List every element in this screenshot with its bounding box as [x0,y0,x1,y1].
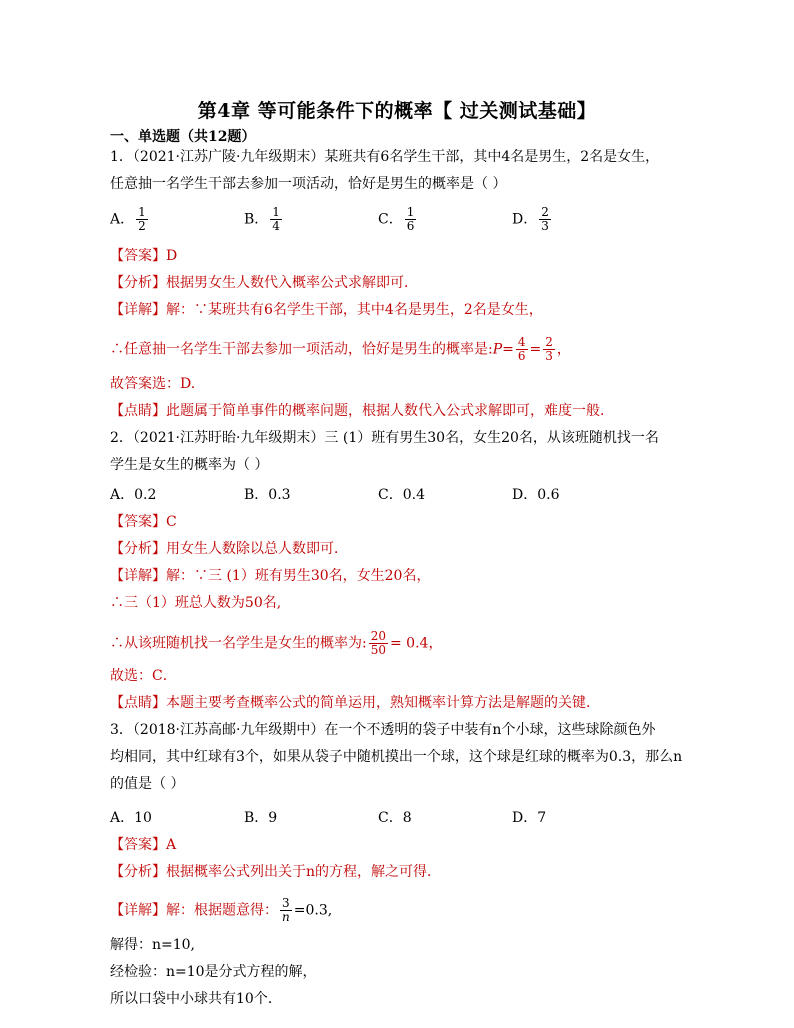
q2-option-c: C．0.4 [378,487,425,503]
q3-stem-line1: 3．（2018·江苏高邮·九年级期中）在一个不透明的袋子中装有n个小球，这些球除颜色外 [110,722,656,738]
q1-stem-line1: 1．（2021·江苏广陵·九年级期末）某班共有6名学生干部，其中4名是男生，2名是女生， [110,149,660,165]
q3-stem-line3: 的值是（ ） [110,776,185,792]
q2-analysis: 【分析】用女生人数除以总人数即可． [110,541,348,557]
q3-option-d: D．7 [512,810,547,826]
q3-solve-3: 所以口袋中小球共有10个． [110,991,282,1007]
q2-detail: 【详解】解：∵三 (1）班有男生30名，女生20名， [110,568,431,584]
q1-comment: 【点睛】此题属于简单事件的概率问题，根据人数代入公式求解即可，难度一般． [110,403,614,419]
q2-step1: ∴三（1）班总人数为50名, [110,595,282,611]
q2-step2: ∴从该班随机找一名学生是女生的概率为: $\frac{20}{50}$ = 0.4， [110,629,443,657]
q1-stem-line2: 任意抽一名学生干部去参加一项活动，恰好是男生的概率是（ ） [110,176,507,192]
q1-detail: 【详解】解：∵某班共有6名学生干部，其中4名是男生，2名是女生， [110,302,543,318]
page-title: 第4章 等可能条件下的概率【 过关测试基础】 [197,100,597,122]
q1-option-a: A． $\frac{1}{2}$ [110,205,146,233]
q3-option-c: C．8 [378,810,412,826]
q2-stem-line2: 学生是女生的概率为（ ） [110,457,269,473]
q2-option-a: A．0.2 [110,487,157,503]
q3-stem-line2: 均相同，其中红球有3个，如果从袋子中随机摸出一个球，这个球是红球的概率为0.3，那么n [110,749,683,765]
q1-step1: ∴任意抽一名学生干部去参加一项活动，恰好是男生的概率是:P= $\frac{4}{6}$ = $\frac{2}{3}$ ， [110,335,571,363]
q2-stem-line1: 2．（2021·江苏盱眙·九年级期末）三 (1）班有男生30名，女生20名，从该班随机找一名 [110,430,659,446]
q1-analysis: 【分析】根据男女生人数代入概率公式求解即可． [110,275,418,291]
q2-option-b: B．0.3 [244,487,291,503]
q3-solve-2: 经检验：n=10是分式方程的解， [110,964,317,980]
q3-option-a: A．10 [110,810,152,826]
q3-detail: 【详解】解：根据题意得： $\frac{3}{n}$ =0.3, [110,896,333,924]
q1-option-b: B． $\frac{1}{4}$ [244,205,280,233]
q1-conclusion: 故答案选：D. [110,376,196,392]
q2-option-d: D．0.6 [512,487,560,503]
q3-solve-1: 解得：n=10, [110,937,196,953]
q3-analysis: 【分析】根据概率公式列出关于n的方程，解之可得． [110,864,442,880]
q2-conclusion: 故选：C． [110,668,177,684]
q3-answer: 【答案】A [110,837,177,853]
q1-answer: 【答案】D [110,248,178,264]
q2-answer: 【答案】C [110,514,177,530]
q1-option-d: D． $\frac{2}{3}$ [512,205,549,233]
q2-comment: 【点睛】本题主要考查概率公式的简单运用，熟知概率计算方法是解题的关键． [110,695,600,711]
section-heading: 一、单选题（共12题） [110,129,256,145]
q1-option-c: C． $\frac{1}{6}$ [378,205,415,233]
q3-option-b: B．9 [244,810,278,826]
